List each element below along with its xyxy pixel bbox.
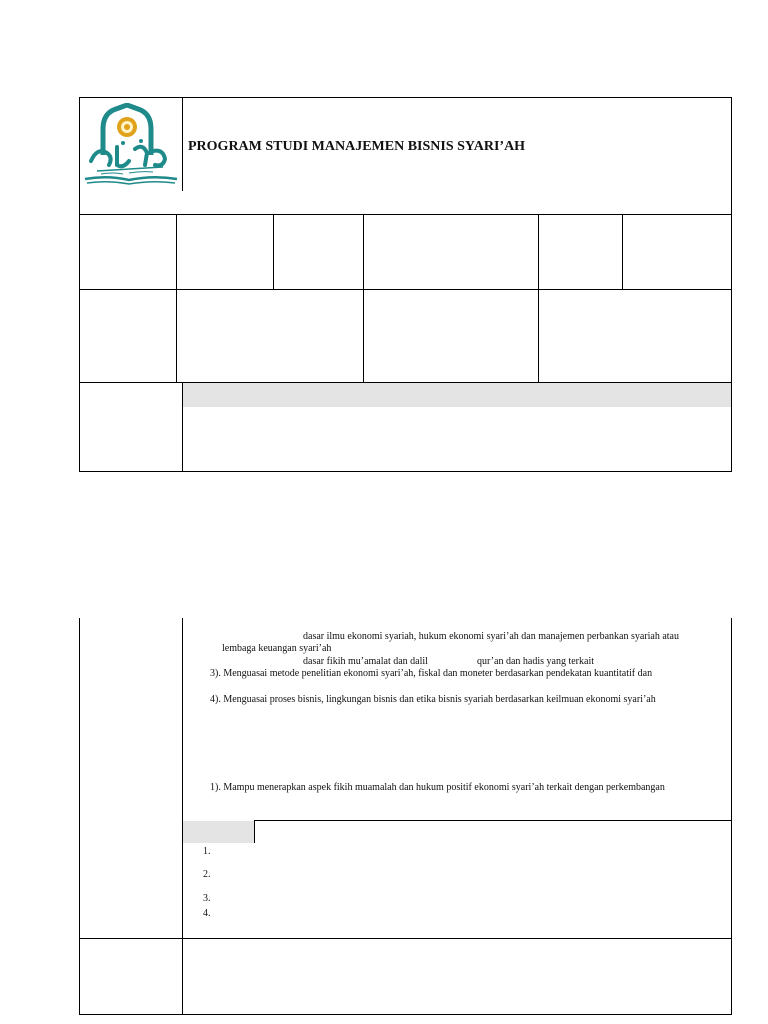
content-point-3: 3). Menguasai metode penelitian ekonomi syari’ah, fiskal dan moneter berdasarkan pendekatan kuantitatif dan [210,668,653,679]
content-border-left [79,618,80,1015]
sub-header-line [254,820,731,821]
content-column-divider [182,618,183,1015]
content-line-2: lembaga keuangan syari’ah [222,643,332,654]
row2-divider-b [273,214,274,290]
row2-divider-e [622,214,623,290]
table-border-top [79,97,732,98]
content-line-1: dasar ilmu ekonomi syariah, hukum ekonomi syari’ah dan manajemen perbankan syariah atau [303,631,679,642]
table-border-right [731,97,732,472]
content-point-4: 4). Menguasai proses bisnis, lingkungan bisnis dan etika bisnis syariah berdasarkan keilmuan ekonomi syari’ah [210,694,656,705]
list-number-2: 2. [203,869,211,880]
row2-divider-d [538,214,539,383]
row-divider-2 [79,289,732,290]
list-number-3: 3. [203,893,211,904]
logo-book [85,177,177,180]
content-border-bottom [79,1014,732,1015]
table-border-left [79,97,80,472]
row2-divider-a [176,214,177,383]
logo-cell-divider [182,97,183,191]
sub-header-shade [183,821,254,843]
institution-logo [83,103,179,187]
logo-calligraphy [91,147,165,167]
content-border-right [731,618,732,1015]
program-title: PROGRAM STUDI MANAJEMEN BISNIS SYARI’AH [188,139,526,154]
table-border-bottom [79,471,732,472]
sub-header-divider [254,820,255,843]
list-number-4: 4. [203,908,211,919]
list-number-1: 1. [203,846,211,857]
row2-divider-c [363,214,364,383]
shaded-header-strip [183,383,731,407]
content-skill-1: 1). Mampu menerapkan aspek fikih muamalah dan hukum positif ekonomi syari’ah terkait dengan perkembangan [210,782,665,793]
content-row-divider [79,938,732,939]
content-line-3a: dasar fikih mu’amalat dan dalil [303,656,428,667]
content-line-3b: qur’an dan hadis yang terkait [477,656,594,667]
